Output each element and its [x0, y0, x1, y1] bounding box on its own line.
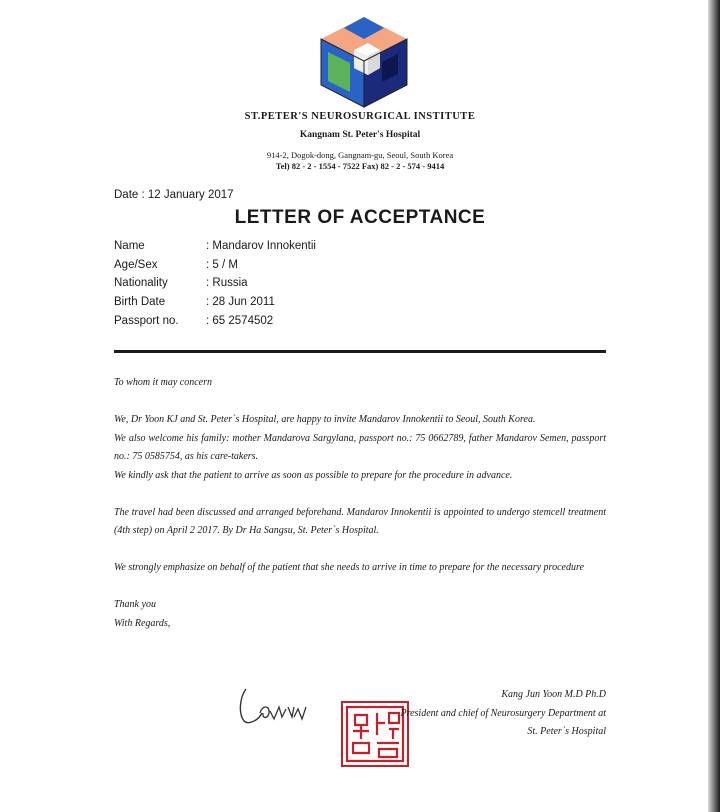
- letter-body: [114, 374, 606, 633]
- signatory-name: Kang Jun Yoon M.D Ph.D: [501, 689, 606, 700]
- paragraph: We, Dr Yoon KJ and St. Peter`s Hospital, are happy to invite Mandarov Innokentii to Seoul, South Korea.: [114, 414, 536, 425]
- field-value-birth-date: : 28 Jun 2011: [206, 296, 275, 308]
- page-title: LETTER OF ACCEPTANCE: [234, 207, 486, 228]
- field-label-age-sex: Age/Sex: [114, 259, 158, 271]
- divider: [114, 350, 606, 353]
- field-label-passport: Passport no.: [114, 315, 179, 327]
- field-label-nationality: Nationality: [114, 277, 168, 289]
- field-label-name: Name: [114, 240, 145, 252]
- field-value-passport: : 65 2574502: [206, 315, 274, 327]
- closing-regards: With Regards,: [114, 617, 171, 629]
- paragraph: We also welcome his family: mother Mandarova Sargylana, passport no.: 75 0662789, father Mandarov Semen, passport no.: 75 0585754, as his care-takers.: [114, 432, 606, 462]
- field-value-name: : Mandarov Innokentii: [206, 240, 316, 252]
- closing-thanks: Thank you: [114, 599, 156, 610]
- paragraph: The travel had been discussed and arranged beforehand. Mandarov Innokentii is appointed to undergo stemcell treatment (4th step) on April 2 2017. By Dr Ha Sangsu, St. Peter`s Hospital.: [114, 506, 606, 536]
- institute-address: 914-2, Dogok-dong, Gangnam-gu, Seoul, South Korea: [266, 150, 454, 160]
- salutation: To whom it may concern: [114, 377, 212, 388]
- signatory-organization: St. Peter`s Hospital: [527, 726, 606, 737]
- field-value-age-sex: : 5 / M: [206, 259, 238, 271]
- institute-name: ST.PETER'S NEUROSURGICAL INSTITUTE: [244, 111, 476, 122]
- letter-date: Date : 12 January 2017: [114, 189, 234, 201]
- paragraph: We kindly ask that the patient to arrive as soon as possible to prepare for the procedure in advance.: [114, 469, 513, 481]
- signatory-title: President and chief of Neurosurgery Department at: [400, 708, 606, 719]
- field-value-nationality: : Russia: [206, 277, 248, 289]
- paragraph: We strongly emphasize on behalf of the patient that she needs to arrive in time to prepare for the necessary procedure: [114, 562, 584, 573]
- institute-logo: [316, 12, 412, 110]
- institute-phone: Tel) 82 - 2 - 1554 - 7522 Fax) 82 - 2 - 574 - 9414: [275, 161, 445, 171]
- field-label-birth-date: Birth Date: [114, 296, 166, 308]
- hospital-name: Kangnam St. Peter's Hospital: [299, 130, 421, 140]
